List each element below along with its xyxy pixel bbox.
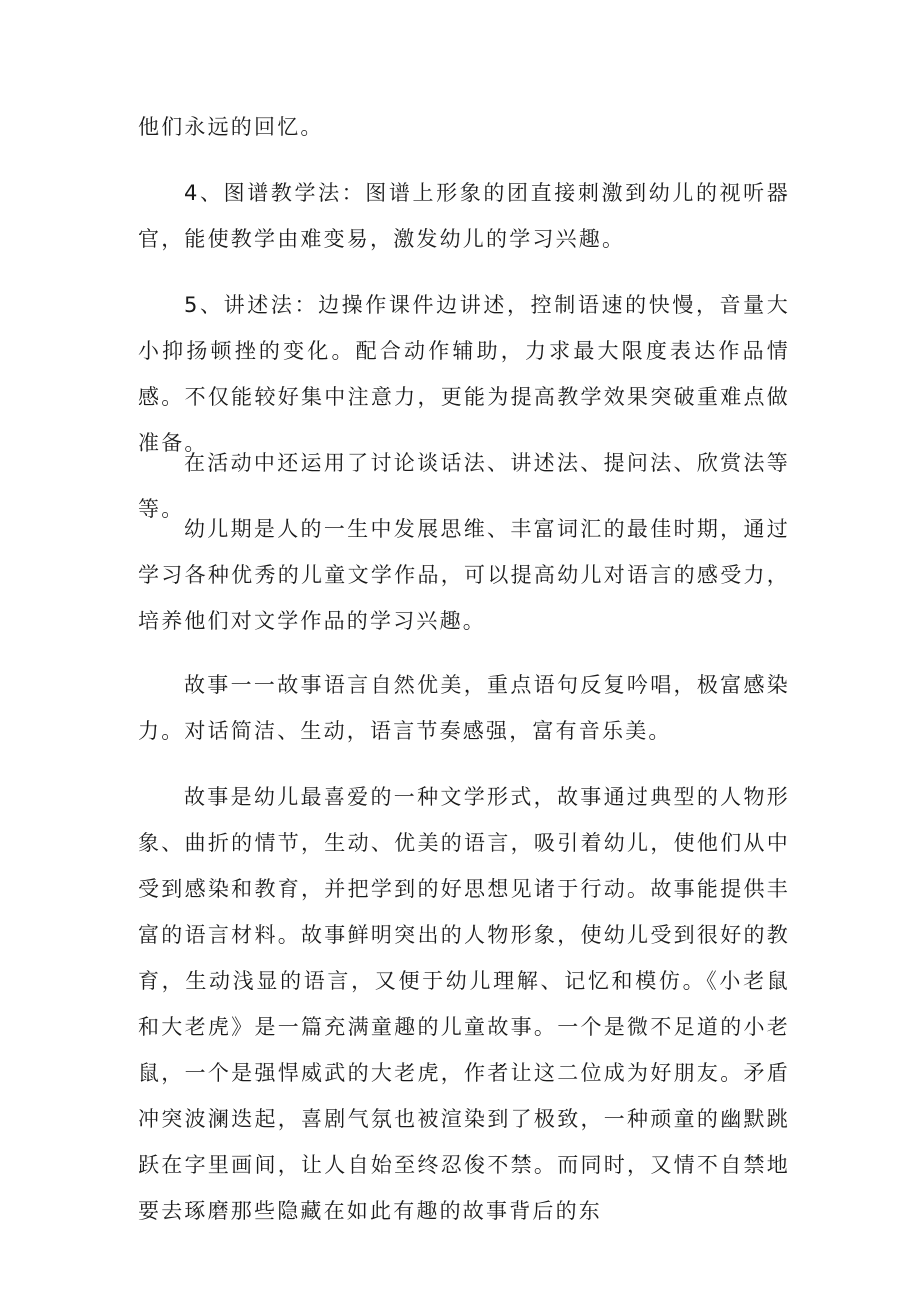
paragraph-early-childhood: 幼儿期是人的一生中发展思维、丰富词汇的最佳时期，通过学习各种优秀的儿童文学作品，可以提高幼儿对语言的感受力，培养他们对文学作品的学习兴趣。 (138, 517, 790, 633)
paragraph-method-4: 4、图谱教学法：图谱上形象的团直接刺激到幼儿的视听器官，能使教学由难变易，激发幼儿的学习兴趣。 (138, 181, 790, 251)
paragraph-story-language: 故事一一故事语言自然优美，重点语句反复吟唱，极富感染力。对话简洁、生动，语言节奏感强，富有音乐美。 (138, 673, 790, 743)
paragraph-story-form: 故事是幼儿最喜爱的一种文学形式，故事通过典型的人物形象、曲折的情节，生动、优美的语言，吸引着幼儿，使他们从中受到感染和教育，并把学到的好思想见诸于行动。故事能提供丰富的语言材料。故事鲜明突出的人物形象，使幼儿受到很好的教育，生动浅显的语言，又便于幼儿理解、记忆和模仿。《小老鼠和大老虎》是一篇充满童趣的儿童故事。一个是微不足道的小老鼠，一个是强悍威武的大老虎，作者让这二位成为好朋友。矛盾冲突波澜迭起，喜剧气氛也被渲染到了极致，一种顽童的幽默跳跃在字里画间，让人自始至终忍俊不禁。而同时，又情不自禁地要去琢磨那些隐藏在如此有趣的故事背后的东 (138, 785, 790, 1223)
paragraph-other-methods: 在活动中还运用了讨论谈话法、讲述法、提问法、欣赏法等等。 (138, 451, 790, 521)
paragraph-continuation: 他们永远的回忆。 (138, 115, 324, 139)
paragraph-method-5: 5、讲述法：边操作课件边讲述，控制语速的快慢，音量大小抑扬顿挫的变化。配合动作辅助，力求最大限度表达作品情感。不仅能较好集中注意力，更能为提高教学效果突破重难点做准备。 (138, 293, 790, 455)
